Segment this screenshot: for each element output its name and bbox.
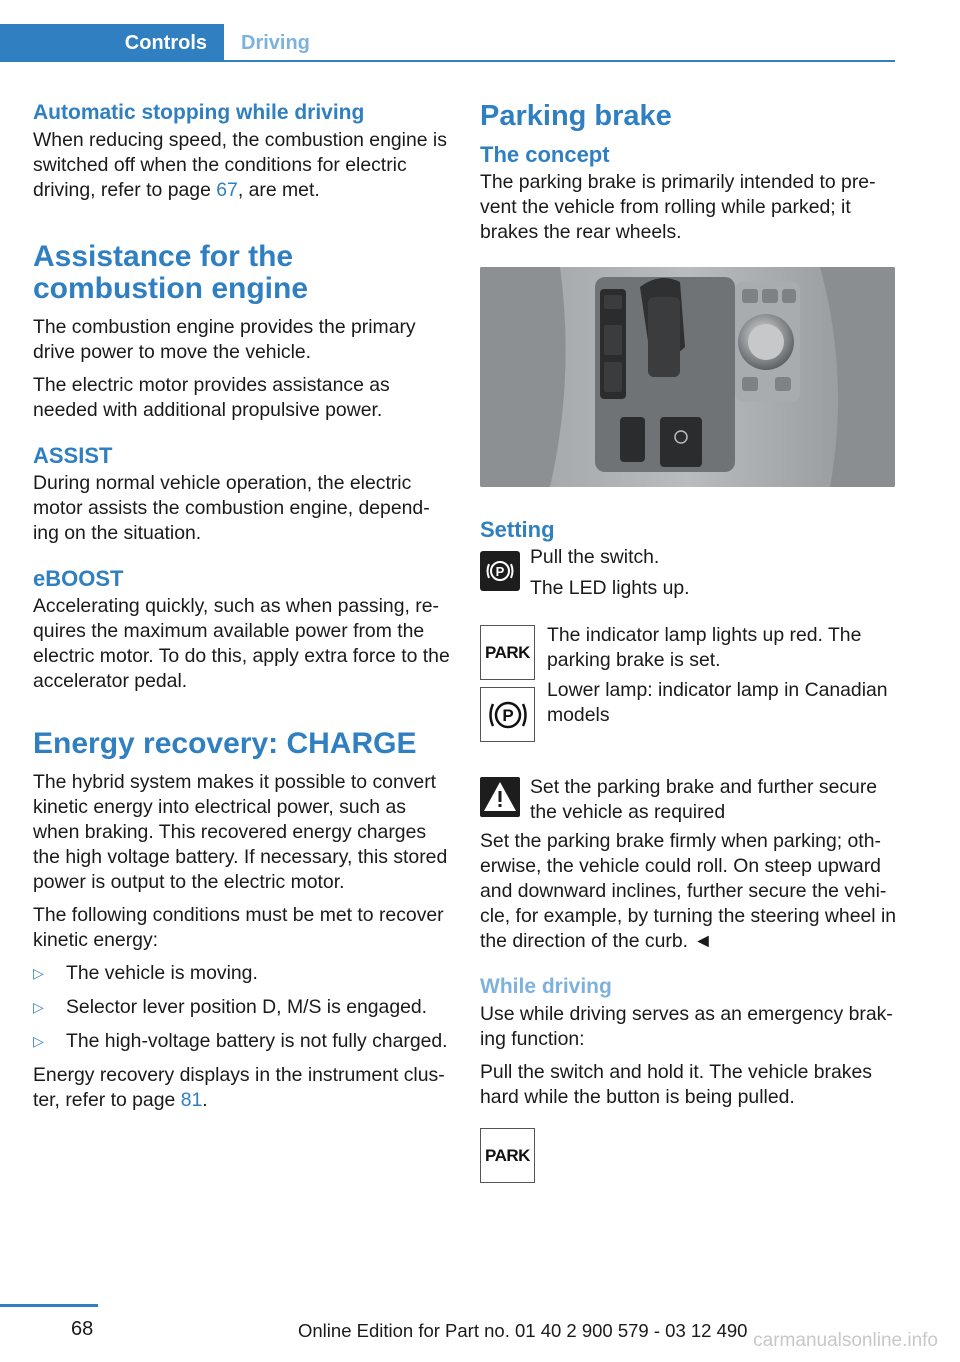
assist-paragraph-2: The electric motor provides assistance as needed with additional propulsive power. (33, 374, 390, 421)
while-driving-heading: While driving (480, 975, 612, 998)
assist-subheading: ASSIST (33, 443, 113, 468)
warning-title: Set the parking brake and further secure the vehicle as required (530, 776, 878, 823)
conditions-list (33, 961, 451, 1054)
list-item-text: The high-voltage battery is not fully charged. (66, 1030, 448, 1052)
list-item (33, 995, 451, 1020)
svg-text:P: P (501, 705, 514, 725)
energy-p3-text: Energy recovery displays in the instrument clus‐ ter, refer to page (33, 1064, 445, 1111)
auto-stop-text-end: , are met. (237, 179, 320, 201)
energy-paragraph-3 (33, 1063, 451, 1113)
energy-heading: Energy recovery: CHARGE (33, 727, 417, 760)
auto-stop-heading: Automatic stopping while driving (33, 101, 365, 124)
concept-paragraph: The parking brake is primarily intended to pre‐ vent the vehicle from rolling while parked; it brakes the rear wheels. (480, 171, 876, 243)
assist-sub-paragraph: During normal vehicle operation, the electric motor assists the combustion engine, depend‐ ing on the situation. (33, 472, 430, 544)
center-console-photo (480, 267, 895, 487)
warning-text: Set the parking brake firmly when parking; oth‐ erwise, the vehicle could roll. On steep upward and downward inclines, further secure the vehi‐ cle, for example, by turning the steering wheel in the direction of the curb. ◄ (480, 830, 897, 952)
assist-paragraph-1: The combustion engine provides the primary drive power to move the vehicle. (33, 316, 416, 363)
page-number: 68 (71, 1318, 94, 1340)
list-item-text: The vehicle is moving. (66, 962, 258, 984)
list-item-text: Selector lever position D, M/S is engaged. (66, 996, 428, 1018)
driving-paragraph-1: Use while driving serves as an emergency brak‐ ing function: (480, 1003, 893, 1050)
warning-triangle-icon (480, 777, 520, 822)
left-column (33, 100, 451, 1121)
park-indicator-label: PARK (485, 642, 530, 662)
energy-p3-end: . (202, 1089, 208, 1111)
indicator-text: The indicator lamp lights up red. The parking brake is set. (547, 624, 862, 671)
auto-stop-paragraph (33, 128, 451, 203)
park-indicator-icon (480, 625, 535, 680)
energy-paragraph-2: The following conditions must be met to recover kinetic energy: (33, 904, 444, 951)
indicator-row (480, 623, 898, 763)
right-column (480, 100, 898, 1188)
svg-text:P: P (495, 564, 505, 579)
eboost-paragraph: Accelerating quickly, such as when passing, re‐ quires the maximum available power from the electric motor. To do this, apply extra force to the accelerator pedal. (33, 595, 450, 692)
parking-brake-heading: Parking brake (480, 100, 672, 132)
driving-paragraph-2: Pull the switch and hold it. The vehicle brakes hard while the button is being pulled. (480, 1061, 872, 1108)
park-indicator-label: PARK (485, 1145, 530, 1165)
list-item (33, 961, 451, 986)
list-item (33, 1029, 451, 1054)
console-illustration (480, 267, 895, 487)
header-bar (0, 24, 895, 62)
parking-brake-switch-icon (480, 551, 520, 591)
tab-driving[interactable]: Driving (241, 32, 310, 54)
edition-text: Online Edition for Part no. 01 40 2 900 579 - 03 12 490 (298, 1320, 748, 1341)
triangle-bullet-icon: ▷ (33, 1033, 44, 1049)
watermark: carmanualsonline.info (753, 1330, 938, 1351)
triangle-bullet-icon: ▷ (33, 965, 44, 981)
assist-heading: Assistance for the combustion engine (33, 240, 309, 305)
setting-heading: Setting (480, 517, 555, 542)
setting-line-1: Pull the switch. (530, 546, 660, 568)
park-indicator-icon (480, 1128, 535, 1183)
setting-line-2: The LED lights up. (530, 577, 690, 599)
energy-paragraph-1: The hybrid system makes it possible to convert kinetic energy into electrical power, such as when braking. This recovered energy charges the high voltage battery. If necessary, this stored power is output to the electric motor. (33, 771, 448, 893)
warning-row (480, 776, 898, 829)
page-link-67[interactable]: 67 (216, 179, 238, 201)
park-icon-row (480, 1128, 898, 1188)
parking-brake-indicator-icon (480, 687, 535, 742)
concept-heading: The concept (480, 142, 610, 167)
setting-row (480, 545, 898, 617)
eboost-heading: eBOOST (33, 566, 124, 591)
page-link-81[interactable]: 81 (180, 1089, 203, 1111)
lower-lamp-text: Lower lamp: indicator lamp in Canadian models (547, 679, 888, 726)
triangle-bullet-icon: ▷ (33, 999, 44, 1015)
auto-stop-text: When reducing speed, the combustion engine is switched off when the conditions for electric driving, refer to page (33, 129, 447, 201)
footer-rule (0, 1304, 98, 1307)
tab-controls[interactable]: Controls (0, 24, 224, 62)
